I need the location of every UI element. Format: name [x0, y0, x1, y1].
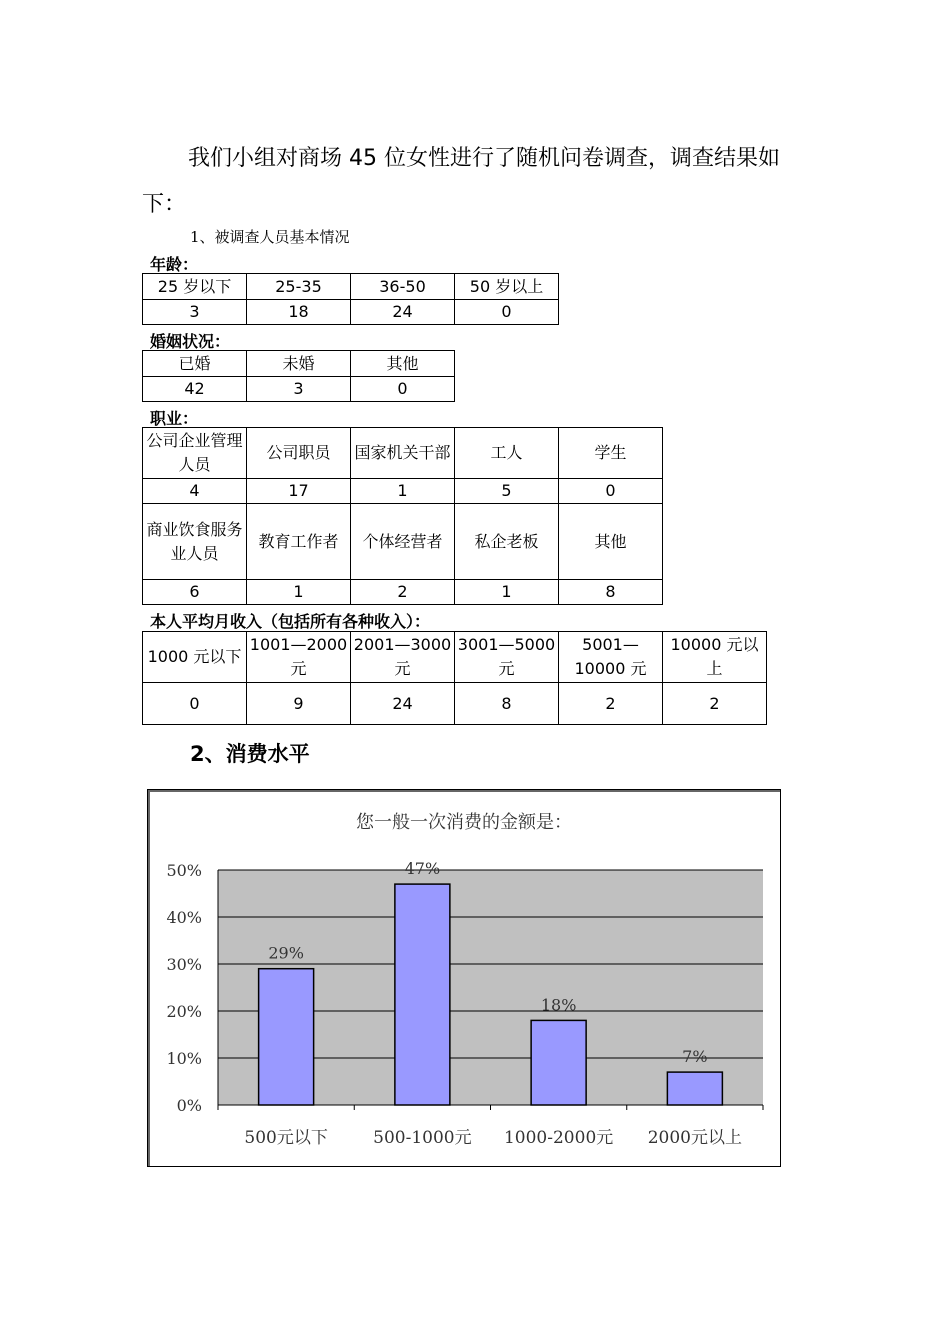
table-row	[143, 683, 767, 725]
table-header-cell: 公司职员	[247, 428, 351, 479]
table-header-cell: 私企老板	[455, 504, 559, 580]
table-cell: 0	[559, 479, 663, 504]
table-cell: 18	[247, 300, 351, 325]
section-2-title: 2、消费水平	[190, 742, 310, 766]
table-header-cell: 2001—3000 元	[351, 632, 455, 683]
table-cell: 2	[663, 683, 767, 725]
table-header-cell: 1000 元以下	[143, 632, 247, 683]
table-header-cell: 公司企业管理人员	[143, 428, 247, 479]
bar	[531, 1020, 586, 1105]
table-cell: 2	[559, 683, 663, 725]
chart-svg	[148, 790, 780, 1166]
table-cell: 24	[351, 683, 455, 725]
table-row	[143, 274, 559, 300]
table-header-cell: 36-50	[351, 274, 455, 300]
bar-value-label: 29%	[268, 943, 304, 963]
table-cell: 0	[351, 377, 455, 402]
table-header-cell: 10000 元以上	[663, 632, 767, 683]
table-row	[143, 632, 767, 683]
table-cell: 42	[143, 377, 247, 402]
x-tick-label: 1000-2000元	[503, 1128, 614, 1148]
table-cell: 3	[247, 377, 351, 402]
y-tick-label: 40%	[166, 908, 202, 927]
table-cell: 8	[559, 580, 663, 605]
bar-value-label: 7%	[682, 1047, 708, 1067]
table-row	[143, 580, 663, 605]
table-header-cell: 商业饮食服务业人员	[143, 504, 247, 580]
income-table	[142, 631, 767, 725]
table-header-cell: 工人	[455, 428, 559, 479]
table-header-cell: 学生	[559, 428, 663, 479]
table-header-cell: 50 岁以上	[455, 274, 559, 300]
section-1-title: 1、被调查人员基本情况	[190, 228, 350, 246]
intro-paragraph: 我们小组对商场 45 位女性进行了随机问卷调查，调查结果如下：	[142, 146, 780, 217]
table-cell: 0	[143, 683, 247, 725]
y-tick-label: 20%	[166, 1002, 202, 1021]
x-tick-label: 500元以下	[244, 1128, 328, 1148]
occupation-label: 职业：	[150, 409, 199, 428]
table-cell: 1	[455, 580, 559, 605]
y-tick-label: 30%	[166, 955, 202, 974]
table-header-cell: 国家机关干部	[351, 428, 455, 479]
table-header-cell: 25 岁以下	[143, 274, 247, 300]
occupation-table	[142, 427, 663, 605]
bar-value-label: 18%	[540, 995, 577, 1015]
table-header-cell: 已婚	[143, 351, 247, 377]
table-row	[143, 351, 455, 377]
table-header-cell: 未婚	[247, 351, 351, 377]
table-row	[143, 504, 663, 580]
x-tick-label: 500-1000元	[373, 1128, 472, 1148]
table-cell: 8	[455, 683, 559, 725]
table-cell: 17	[247, 479, 351, 504]
table-cell: 9	[247, 683, 351, 725]
table-row	[143, 300, 559, 325]
table-header-cell: 3001—5000 元	[455, 632, 559, 683]
table-header-cell: 5001—10000 元	[559, 632, 663, 683]
table-cell: 2	[351, 580, 455, 605]
table-header-cell: 其他	[351, 351, 455, 377]
income-label: 本人平均月收入（包括所有各种收入）：	[150, 612, 431, 631]
spending-chart	[147, 789, 781, 1167]
table-cell: 1	[247, 580, 351, 605]
bar-value-label: 47%	[404, 859, 441, 879]
table-cell: 5	[455, 479, 559, 504]
y-tick-label: 0%	[176, 1096, 202, 1115]
chart-title: 您一般一次消费的金额是：	[356, 812, 572, 833]
table-cell: 6	[143, 580, 247, 605]
y-tick-label: 10%	[166, 1049, 202, 1068]
table-header-cell: 个体经营者	[351, 504, 455, 580]
bar	[667, 1072, 722, 1105]
marital-table	[142, 350, 455, 402]
table-cell: 0	[455, 300, 559, 325]
y-tick-label: 50%	[166, 861, 202, 880]
age-label: 年龄：	[150, 255, 199, 274]
table-header-cell: 25-35	[247, 274, 351, 300]
bar	[395, 884, 450, 1105]
table-header-cell: 其他	[559, 504, 663, 580]
bar	[259, 969, 314, 1105]
table-header-cell: 1001—2000 元	[247, 632, 351, 683]
x-tick-label: 2000元以上	[647, 1128, 743, 1148]
table-cell: 3	[143, 300, 247, 325]
table-header-cell: 教育工作者	[247, 504, 351, 580]
table-row	[143, 377, 455, 402]
age-table	[142, 273, 559, 325]
table-cell: 1	[351, 479, 455, 504]
marital-label: 婚姻状况：	[150, 332, 231, 351]
table-row	[143, 428, 663, 479]
table-cell: 24	[351, 300, 455, 325]
table-row	[143, 479, 663, 504]
table-cell: 4	[143, 479, 247, 504]
